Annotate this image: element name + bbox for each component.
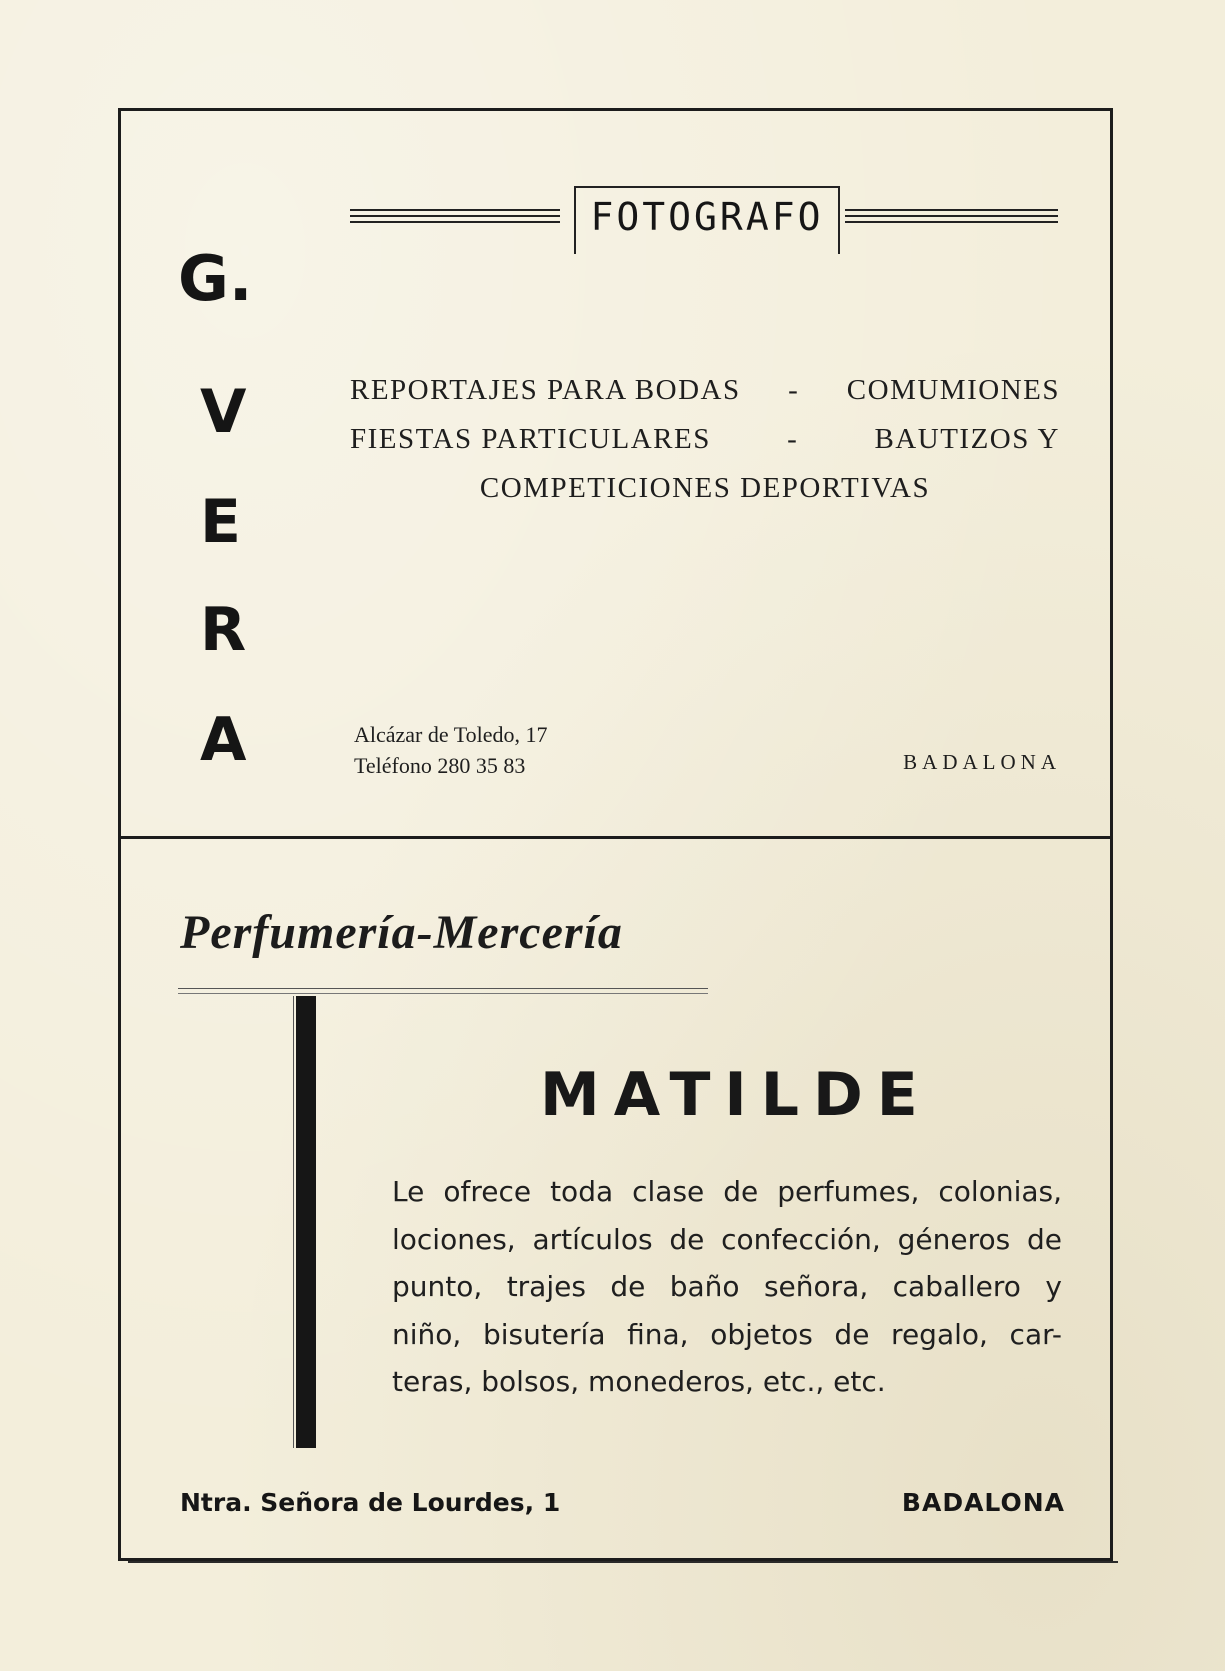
service-item: BAUTIZOS Y: [874, 423, 1060, 455]
description-line: [392, 1216, 1062, 1264]
description-word: y: [1045, 1270, 1062, 1303]
description-word: baño: [669, 1270, 740, 1303]
services-line: [350, 415, 1060, 464]
description-word: caballero: [892, 1270, 1021, 1303]
bottom-rule: [128, 1561, 1118, 1563]
description-word: trajes: [506, 1270, 586, 1303]
services-line: [350, 464, 1060, 513]
shop-address: Ntra. Señora de Lourdes, 1: [180, 1488, 561, 1517]
description-word: niño,: [392, 1317, 462, 1351]
description-line: [392, 1263, 1062, 1311]
service-item: COMPETICIONES DEPORTIVAS: [479, 472, 931, 504]
description-word: teras, bolsos, monederos, etc., etc.: [392, 1365, 886, 1398]
description-word: fina,: [627, 1317, 689, 1351]
description-word: perfumes,: [777, 1175, 920, 1208]
description-word: regalo,: [891, 1317, 988, 1351]
service-item: REPORTAJES PARA BODAS: [350, 374, 741, 406]
title-underline: [178, 988, 708, 989]
decorative-vertical-bar: [296, 996, 316, 1448]
description-word: ofrece: [443, 1175, 532, 1208]
title-rule-left: [350, 209, 560, 223]
description-line: [392, 1311, 1062, 1359]
name-letter: V: [200, 377, 247, 447]
description-word: car-: [1009, 1317, 1062, 1351]
photographer-city: BADALONA: [903, 750, 1061, 774]
description-word: de: [834, 1317, 870, 1351]
phone-number: Teléfono 280 35 83: [354, 753, 526, 778]
shop-name: MATILDE: [540, 1060, 932, 1130]
service-item: FIESTAS PARTICULARES: [350, 423, 711, 455]
ad-title: FOTOGRAFO: [590, 195, 824, 239]
description-word: toda: [550, 1175, 614, 1208]
description-word: de: [1026, 1222, 1062, 1256]
service-separator: -: [788, 374, 800, 406]
description-word: géneros: [897, 1222, 1011, 1256]
service-separator: -: [787, 423, 799, 455]
title-box: [574, 186, 840, 254]
shop-city: BADALONA: [901, 1488, 1065, 1517]
description-word: bisutería: [482, 1317, 606, 1351]
decorative-bar-edge: [293, 996, 294, 1448]
description-word: de: [669, 1222, 705, 1256]
description-word: objetos: [710, 1317, 813, 1351]
ad-divider: [118, 836, 1113, 839]
description-word: punto,: [392, 1270, 483, 1303]
title-underline: [178, 993, 708, 994]
description-word: Le: [392, 1175, 425, 1208]
description-word: artículos: [532, 1222, 653, 1256]
description-word: de: [723, 1175, 759, 1208]
description-word: de: [610, 1270, 646, 1303]
name-letter: R: [200, 595, 247, 665]
street-address: Alcázar de Toledo, 17: [354, 722, 548, 747]
photographer-address: [354, 719, 548, 781]
description-word: colonias,: [938, 1175, 1062, 1208]
name-letter: E: [200, 487, 241, 557]
service-item: COMUMIONES: [846, 374, 1060, 406]
description-line: [392, 1358, 1062, 1406]
services-list: [350, 366, 1060, 513]
description-word: lociones,: [392, 1222, 516, 1256]
shop-description: [392, 1168, 1062, 1406]
description-word: confección,: [721, 1222, 881, 1256]
name-letter: G.: [178, 242, 253, 315]
shop-type-title: Perfumería-Mercería: [180, 906, 623, 959]
title-rule-right: [845, 209, 1058, 223]
description-word: clase: [632, 1175, 705, 1208]
services-line: [350, 366, 1060, 415]
description-word: señora,: [763, 1270, 869, 1303]
name-letter: A: [200, 705, 247, 775]
description-line: [392, 1168, 1062, 1216]
